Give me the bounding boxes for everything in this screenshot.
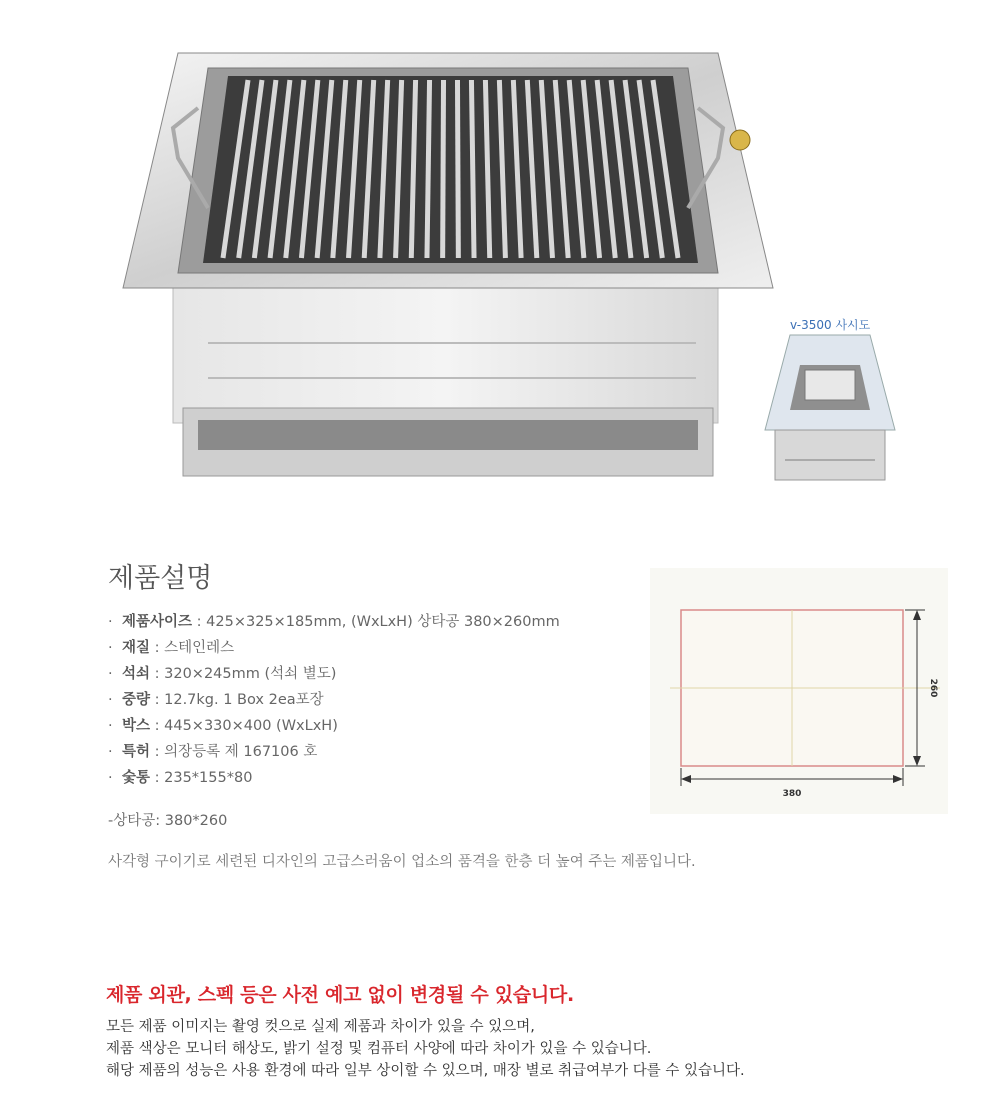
spec-list xyxy=(108,609,628,791)
spec-label: 재질 xyxy=(122,640,151,656)
spec-item-box xyxy=(108,713,628,739)
spec-label: 제품사이즈 xyxy=(122,614,193,630)
spec-value: : 의장등록 제 167106 호 xyxy=(150,744,318,760)
bullet: · xyxy=(108,640,113,656)
spec-value: : 320×245mm (석쇠 별도) xyxy=(150,666,337,682)
spec-label: 특허 xyxy=(122,744,151,760)
hole-note: -상타공: 380*260 xyxy=(108,813,228,829)
width-label: 380 xyxy=(782,789,802,799)
spec-value: : 235*155*80 xyxy=(150,770,253,786)
spec-item-patent xyxy=(108,739,628,765)
spec-item-material xyxy=(108,635,628,661)
spec-label: 석쇠 xyxy=(122,666,151,682)
bullet: · xyxy=(108,666,113,682)
height-arrow-bottom xyxy=(913,756,921,766)
isometric-view-caption: v-3500 사시도 xyxy=(790,318,871,332)
bullet: · xyxy=(108,614,113,630)
notice-body xyxy=(106,1016,745,1082)
height-arrow-top xyxy=(913,610,921,620)
isometric-view-photo xyxy=(760,310,900,485)
notice-line: 제품 색상은 모니터 해상도, 밝기 설정 및 컴퓨터 사양에 따라 차이가 있을 수 있습니다. xyxy=(106,1041,652,1057)
spec-item-weight xyxy=(108,687,628,713)
spec-value: : 12.7kg. 1 Box 2ea포장 xyxy=(150,692,324,708)
spec-item-charcoal xyxy=(108,765,628,791)
bullet: · xyxy=(108,692,113,708)
spec-label: 숯통 xyxy=(122,770,151,786)
grill-bar xyxy=(471,80,474,258)
dimension-diagram xyxy=(650,568,948,814)
spec-label: 박스 xyxy=(122,718,151,734)
bullet: · xyxy=(108,770,113,786)
section-title: 제품설명 xyxy=(108,563,213,594)
spec-value: : 445×330×400 (WxLxH) xyxy=(150,718,338,734)
height-label: 260 xyxy=(928,678,938,698)
grill-bar xyxy=(443,80,444,258)
dimension-diagram-svg xyxy=(650,568,948,814)
notice-line: 모든 제품 이미지는 촬영 컷으로 실제 제품과 차이가 있을 수 있으며, xyxy=(106,1019,535,1035)
grill-bar xyxy=(427,80,430,258)
grill-bar xyxy=(457,80,458,258)
notice-title: 제품 외관, 스펙 등은 사전 예고 없이 변경될 수 있습니다. xyxy=(106,984,574,1006)
width-arrow-right xyxy=(893,775,903,783)
spec-item-size xyxy=(108,609,628,635)
spec-value: : 스테인레스 xyxy=(150,640,235,656)
bullet: · xyxy=(108,744,113,760)
notice-line: 해당 제품의 성능은 사용 환경에 따라 일부 상이할 수 있으며, 매장 별로 취급여부가 다를 수 있습니다. xyxy=(106,1063,745,1079)
spec-value: : 425×325×185mm, (WxLxH) 상타공 380×260mm xyxy=(192,614,560,630)
width-arrow-left xyxy=(681,775,691,783)
spec-item-grill xyxy=(108,661,628,687)
spec-label: 중량 xyxy=(122,692,151,708)
grill-product-photo xyxy=(118,48,778,488)
product-description: 사각형 구이기로 세련된 디자인의 고급스러움이 업소의 품격을 한층 더 높여 주는 제품입니다. xyxy=(108,854,696,870)
bullet: · xyxy=(108,718,113,734)
